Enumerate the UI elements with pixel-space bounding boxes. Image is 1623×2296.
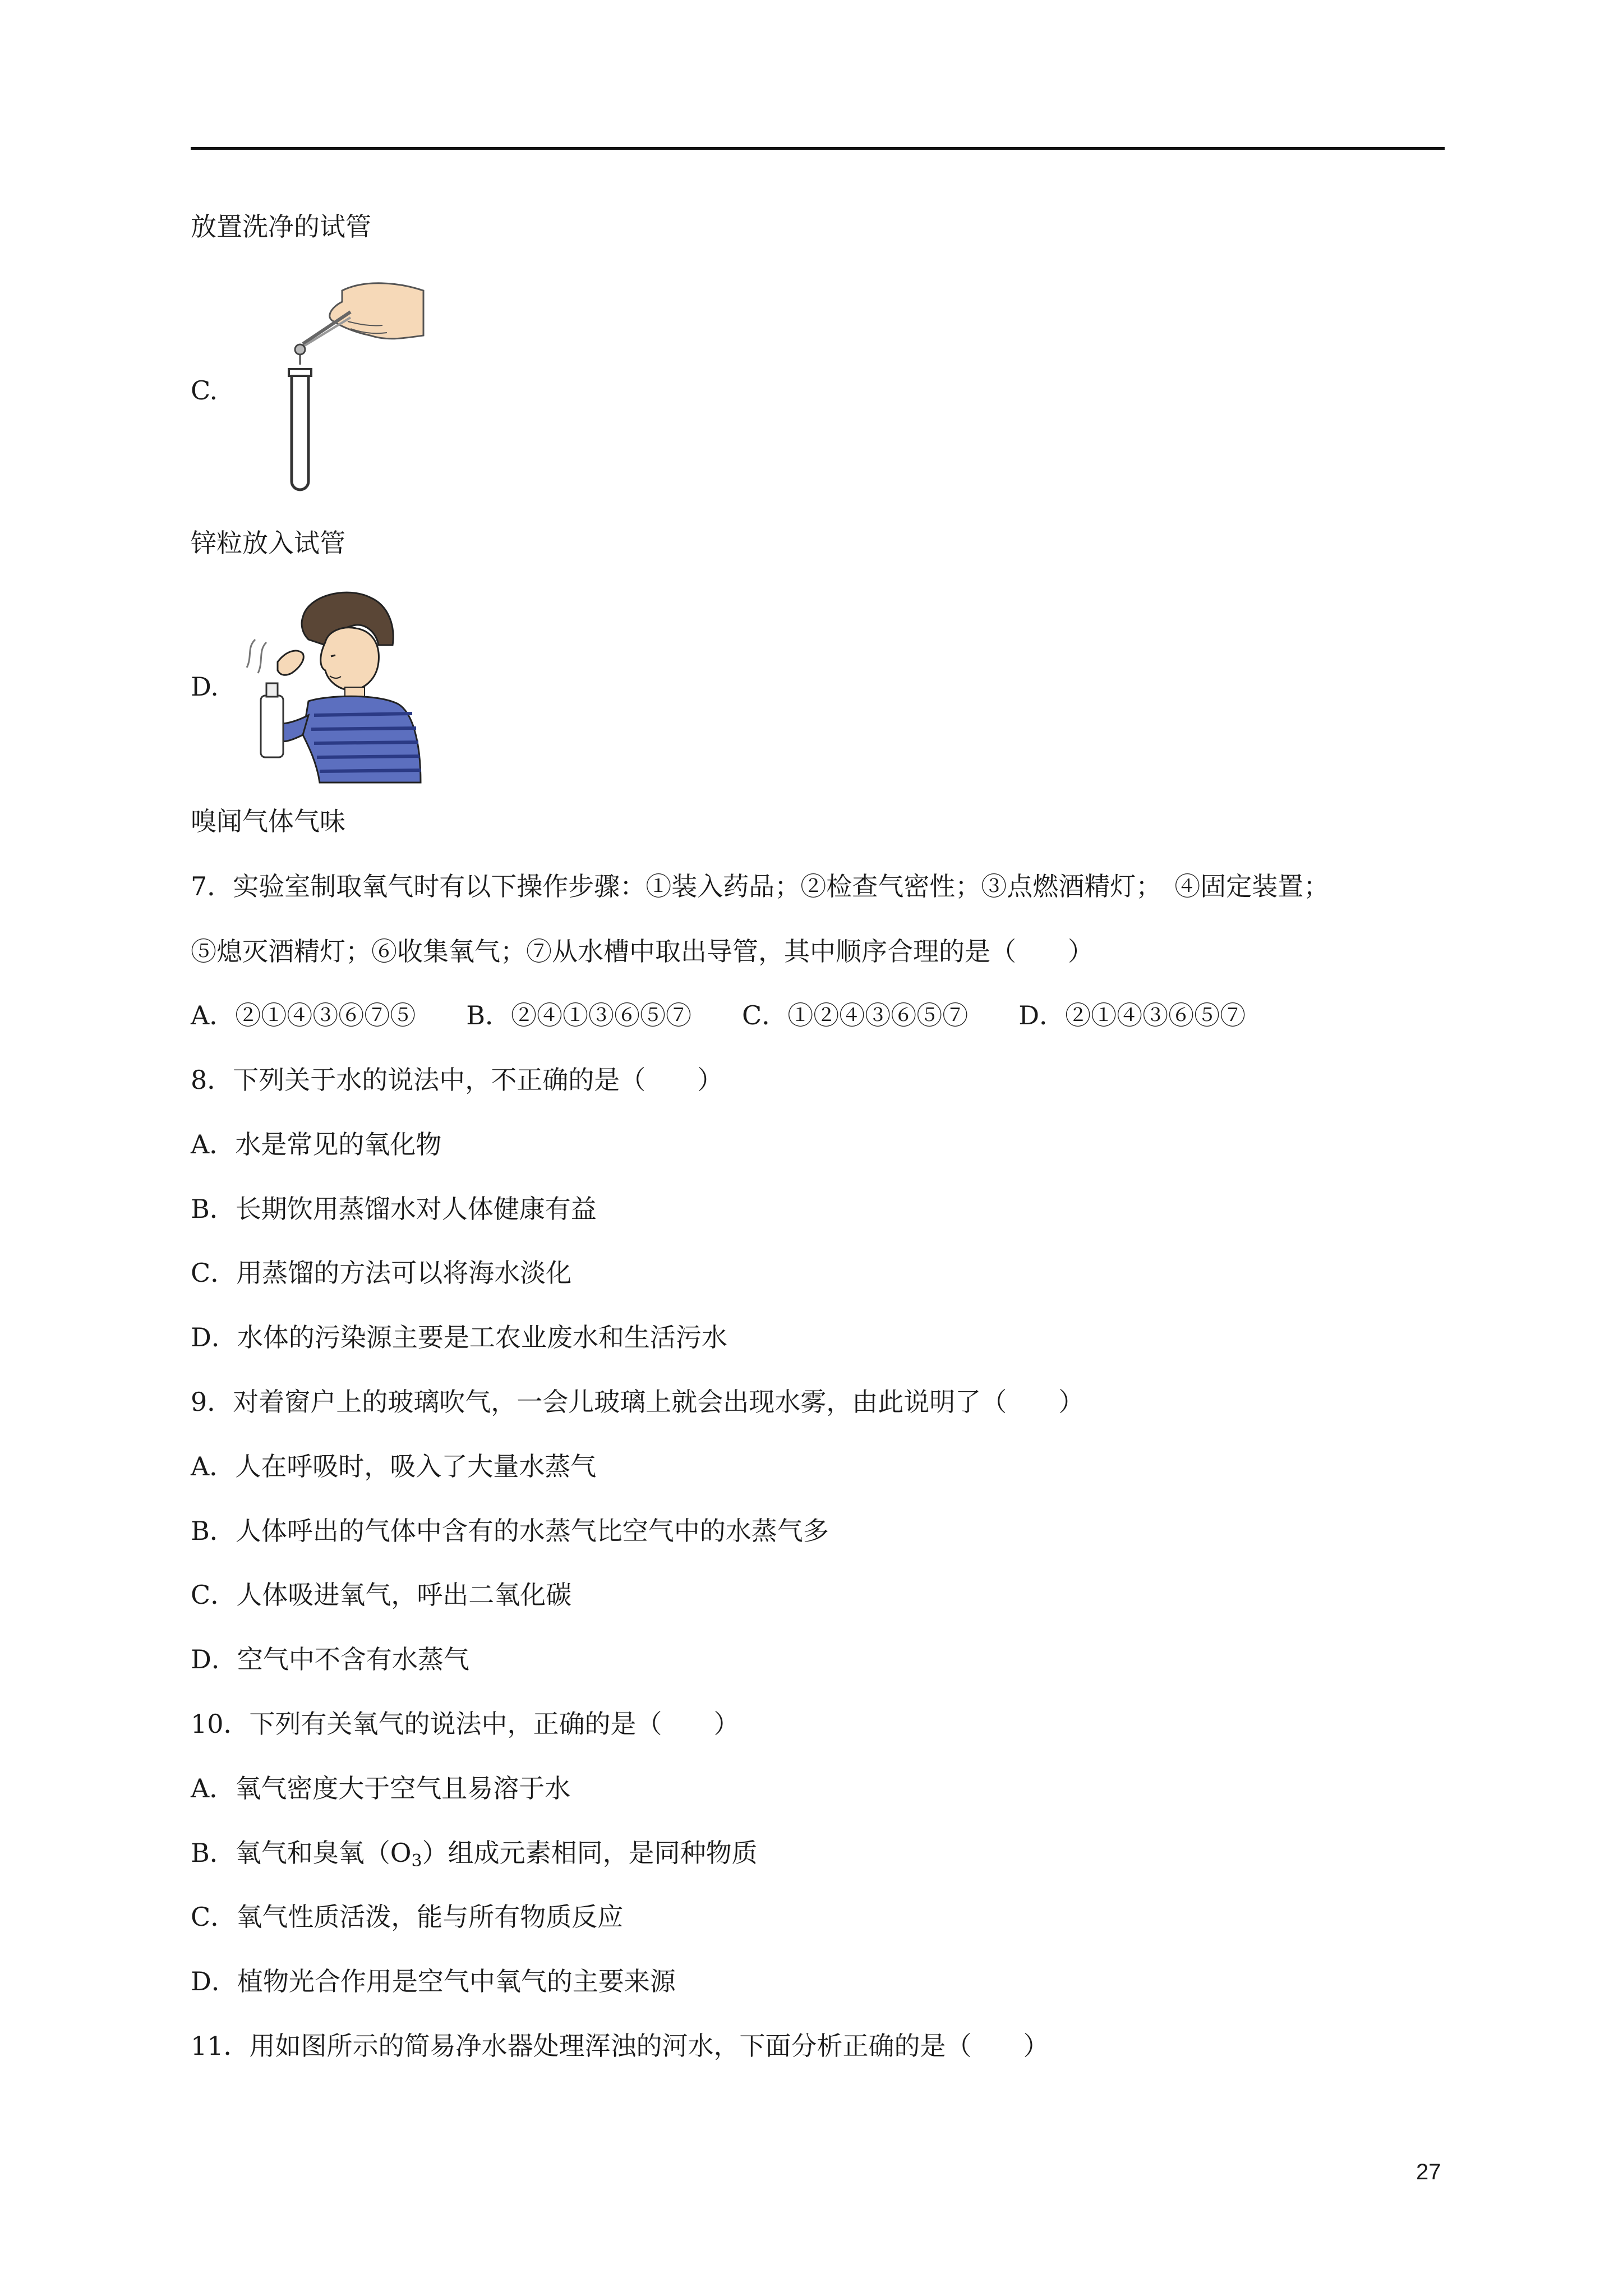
caption-option-c: 锌粒放入试管 [191,528,345,558]
q10-option-b-pre: B．氧气和臭氧（O [191,1838,412,1868]
caption-option-d: 嗅闻气体气味 [191,806,345,836]
q10-option-c: C．氧气性质活泼，能与所有物质反应 [191,1902,624,1932]
q11-stem: 11．用如图所示的简易净水器处理浑浊的河水，下面分析正确的是（ ） [191,2031,1049,2061]
q8-option-c: C．用蒸馏的方法可以将海水淡化 [191,1258,572,1288]
q9-option-a: A．人在呼吸时，吸入了大量水蒸气 [191,1451,597,1481]
q9-stem: 9．对着窗户上的玻璃吹气，一会儿玻璃上就会出现水雾，由此说明了（ ） [191,1387,1085,1417]
page-number: 27 [1416,2160,1441,2184]
q10-option-d: D．植物光合作用是空气中氧气的主要来源 [191,1966,676,1996]
q8-option-a: A．水是常见的氧化物 [191,1129,442,1159]
q10-option-a: A．氧气密度大于空气且易溶于水 [191,1773,571,1803]
q7-options [191,1000,1296,1031]
q8-option-d: D．水体的污染源主要是工农业废水和生活污水 [191,1322,727,1352]
q9-option-c: C．人体吸进氧气，呼出二氧化碳 [191,1580,572,1610]
q10-option-b-post: ）组成元素相同，是同种物质 [422,1838,758,1868]
zinc-into-test-tube-figure [236,268,426,504]
q7-option-d: D．②①④③⑥⑤⑦ [1018,1000,1246,1030]
q9-option-d: D．空气中不含有水蒸气 [191,1644,469,1674]
header-rule [191,147,1445,150]
q7-option-b: B．②④①③⑥⑤⑦ [466,1000,692,1030]
q8-stem: 8．下列关于水的说法中，不正确的是（ ） [191,1065,723,1095]
q7-option-a: A．②①④③⑥⑦⑤ [191,1000,416,1030]
q9-option-b: B．人体呼出的气体中含有的水蒸气比空气中的水蒸气多 [191,1516,829,1546]
option-d-label: D. [191,671,219,702]
caption-option-b: 放置洗净的试管 [191,211,371,242]
q7-option-c: C．①②④③⑥⑤⑦ [742,1000,969,1030]
q10-option-b [191,1837,758,1877]
option-c-label: C. [191,375,218,406]
q7-stem-line2: ⑤熄灭酒精灯；⑥收集氧气；⑦从水槽中取出导管，其中顺序合理的是（ ） [191,936,1094,967]
q7-stem-line1: 7．实验室制取氧气时有以下操作步骤：①装入药品；②检查气密性；③点燃酒精灯； ④固定装置； [191,871,1330,901]
q10-stem: 10．下列有关氧气的说法中，正确的是（ ） [191,1709,740,1739]
smelling-gas-figure [236,583,437,785]
q8-option-b: B．长期饮用蒸馏水对人体健康有益 [191,1194,597,1224]
q10-option-b-sub: 3 [411,1851,422,1871]
